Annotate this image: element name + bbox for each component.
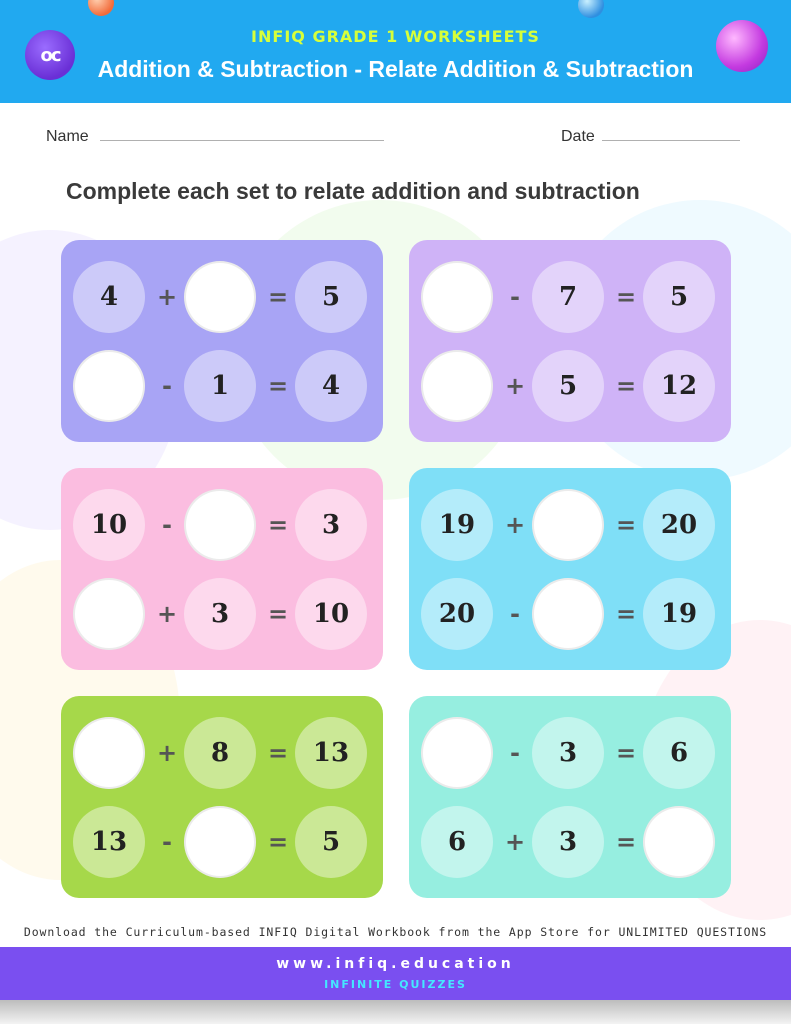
answer-blank-circle[interactable] [184,261,256,333]
worksheet-header [0,0,791,103]
problem-card [61,696,383,898]
answer-blank-circle[interactable] [184,806,256,878]
date-field-line[interactable] [602,140,740,141]
equals-sign: = [615,600,637,628]
footer-url[interactable]: www.infiq.education [276,956,515,972]
result-circle: 20 [643,489,715,561]
result-circle: 13 [295,717,367,789]
operator-sign: + [504,511,526,539]
operand-b-circle: 3 [532,806,604,878]
result-circle: 5 [643,261,715,333]
operand-a-circle: 10 [73,489,145,561]
operator-sign: - [162,372,172,400]
equals-sign: = [267,511,289,539]
operand-b-circle: 1 [184,350,256,422]
header-subtitle: Addition & Subtraction - Relate Addition & Subtraction [97,56,694,82]
equals-sign: = [615,739,637,767]
instructions: Complete each set to relate addition and subtraction [66,178,640,204]
result-circle: 19 [643,578,715,650]
page-shadow [0,1000,791,1024]
decorative-bubble [578,0,604,18]
operator-sign: + [156,600,178,628]
footer-bar [0,947,791,1000]
result-circle: 5 [295,806,367,878]
operand-b-circle: 7 [532,261,604,333]
operator-sign: - [162,828,172,856]
result-circle: 12 [643,350,715,422]
operand-b-circle: 3 [532,717,604,789]
footer-tagline: INFINITE QUIZZES [324,978,467,991]
equals-sign: = [267,739,289,767]
answer-blank-circle[interactable] [532,489,604,561]
answer-blank-circle[interactable] [532,578,604,650]
problem-card [409,468,731,670]
answer-blank-circle[interactable] [421,717,493,789]
operand-a-circle: 20 [421,578,493,650]
result-circle: 5 [295,261,367,333]
equals-sign: = [267,283,289,311]
problem-card [61,240,383,442]
result-circle: 4 [295,350,367,422]
answer-blank-circle[interactable] [73,717,145,789]
equals-sign: = [267,372,289,400]
download-banner-text: Download the Curriculum-based INFIQ Digital Workbook from the App Store for UNLIMITED QUESTIONS [23,925,768,939]
name-label: Name [46,128,89,145]
equals-sign: = [267,828,289,856]
header-title: INFIQ GRADE 1 WORKSHEETS [251,27,540,46]
equals-sign: = [615,283,637,311]
answer-blank-circle[interactable] [184,489,256,561]
operand-b-circle: 8 [184,717,256,789]
operator-sign: + [156,283,178,311]
operand-a-circle: 13 [73,806,145,878]
problem-card [409,240,731,442]
operator-sign: - [510,600,520,628]
equals-sign: = [615,828,637,856]
answer-blank-circle[interactable] [73,350,145,422]
answer-blank-circle[interactable] [421,261,493,333]
operator-sign: + [504,828,526,856]
operand-a-circle: 6 [421,806,493,878]
equals-sign: = [615,511,637,539]
operator-sign: - [510,739,520,767]
operator-sign: + [156,739,178,767]
operand-a-circle: 19 [421,489,493,561]
result-circle: 10 [295,578,367,650]
equals-sign: = [267,600,289,628]
operator-sign: - [162,511,172,539]
name-field-line[interactable] [100,140,384,141]
equals-sign: = [615,372,637,400]
operand-a-circle: 4 [73,261,145,333]
answer-blank-circle[interactable] [421,350,493,422]
result-circle: 3 [295,489,367,561]
result-circle: 6 [643,717,715,789]
decorative-bubble [88,0,114,16]
answer-blank-circle[interactable] [73,578,145,650]
operand-b-circle: 3 [184,578,256,650]
infiq-logo: oc [25,30,75,80]
problem-card [61,468,383,670]
problem-card [409,696,731,898]
operator-sign: - [510,283,520,311]
answer-blank-circle[interactable] [643,806,715,878]
date-label: Date [561,128,595,145]
operand-b-circle: 5 [532,350,604,422]
operator-sign: + [504,372,526,400]
